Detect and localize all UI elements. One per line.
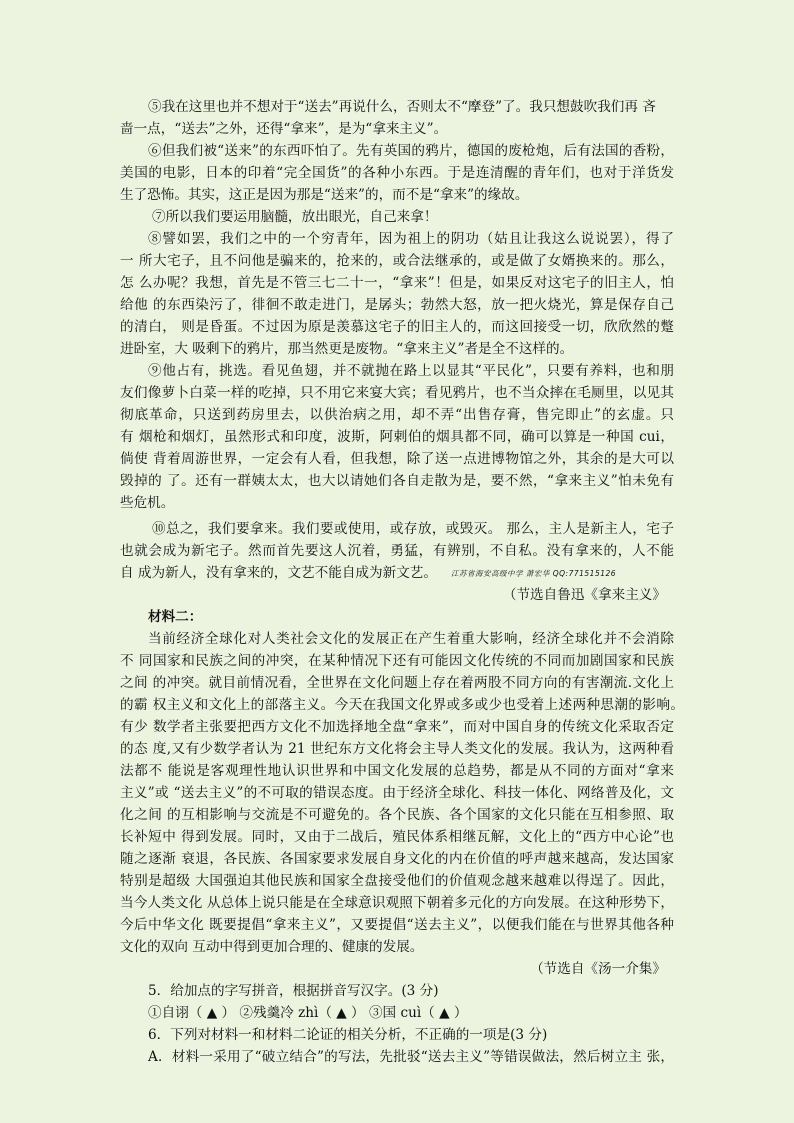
p5-line-2: 啬一点，“送去”之外，还得“拿来”，是为“拿来主义”。: [120, 121, 448, 137]
p2-line-8: 主义”或 “送去主义”的不可取的错误态度。由于经济全球化、科技一体化、网络普及化，文: [120, 785, 674, 801]
p2-line-9: 化之间 的互相影响与交流是不可避免的。各个民族、各个国家的文化只能在互相参照、取: [120, 807, 674, 823]
p9-line-2: 友们像萝卜白菜一样的吃掉，只不用它来宴大宾；看见鸦片，也不当众摔在毛厕里，以见其: [120, 385, 674, 401]
p6-line-1: ⑥但我们被“送来”的东西吓怕了。先有英国的鸦片，德国的废枪炮，后有法国的香粉，: [148, 143, 674, 159]
p9-line-6: 毁掉的 了。还有一群姨太太，也大以请她们各自走散为是，要不然，“拿来主义”怕未免有: [120, 473, 674, 489]
p2-line-6: 的态 度,又有少数学者认为 21 世纪东方文化将会主导人类文化的发展。我认为，这两种看: [120, 741, 674, 757]
question-5: 5．给加点的字写拼音，根据拼音写汉字。(3 分): [148, 983, 439, 999]
watermark-text: 江苏省海安高级中学 萧宏华 QQ:771515126: [450, 569, 617, 578]
p2-line-4: 的霸 权主义和文化上的部落主义。今天在我国文化界或多或少也受着上述两种思潮的影响。: [120, 697, 684, 713]
p2-line-14: 今后中华文化 既要提倡“拿来主义”，又要提倡“送去主义”，以便我们能在与世界其他各种: [120, 917, 674, 933]
p5-line-1: ⑤我在这里也并不想对于“送去”再说什么，否则太不“摩登”了。我只想鼓吹我们再 吝: [148, 99, 656, 115]
p8-line-1: ⑧譬如罢，我们之中的一个穷青年，因为祖上的阴功（姑且让我这么说说罢），得了: [148, 231, 674, 247]
p2-line-13: 当今人类文化 从总体上说只能是在全球意识观照下朝着多元化的方向发展。在这种形势下，: [120, 895, 674, 911]
question-5-items: ①自诩（ ▲ ） ②残羹冷 zhì（ ▲ ） ③国 cuì（ ▲ ）: [148, 1005, 468, 1021]
question-6-option-a: A．材料一采用了“破立结合”的写法，先批驳“送去主义”等错误做法，然后树立主 张，: [148, 1049, 674, 1065]
p2-line-2: 不 同国家和民族之间的冲突，在某种情况下还有可能因文化传统的不同而加剧国家和民族: [120, 653, 674, 669]
passage2-source: （节选自《汤一介集》: [530, 961, 666, 977]
p2-line-10: 长补短中 得到发展。同时，又由于二战后，殖民体系相继瓦解，文化上的“西方中心论”也: [120, 829, 674, 845]
p10-line-3: [120, 564, 616, 583]
p10-line-2: 也就会成为新宅子。然而首先要这人沉着，勇猛，有辨别，不自私。没有拿来的，人不能: [120, 543, 674, 559]
p8-line-3: 怎 么办呢？我想，首先是不管三七二十一，“拿来”！但是，如果反对这宅子的旧主人，怕: [120, 275, 674, 291]
passage2-title: 材料二：: [148, 609, 203, 625]
p2-line-11: 随之逐渐 衰退，各民族、各国家要求发展自身文化的内在价值的呼声越来越高，发达国家: [120, 851, 674, 867]
p2-line-3: 之间 的冲突。就目前情况看，全世界在文化问题上存在着两股不同方向的有害潮流.文化上: [120, 675, 674, 691]
passage1-source: （节选自鲁迅《拿来主义》: [502, 587, 666, 603]
p6-line-3: 生了恐怖。其实，这正是因为那是“送来”的，而不是“拿来”的缘故。: [120, 187, 529, 203]
p6-line-2: 美国的电影，日本的印着“完全国货”的各种小东西。于是连清醒的青年们，也对于洋货发: [120, 165, 674, 181]
p2-line-1: 当前经济全球化对人类社会文化的发展正在产生着重大影响，经济全球化并不会消除: [148, 631, 674, 647]
p2-line-5: 有少 数学者主张要把西方文化不加选择地全盘“拿来”，而对中国自身的传统文化采取否定: [120, 719, 674, 735]
p2-line-15: 文化的双向 互动中得到更加合理的、健康的发展。: [120, 939, 424, 955]
p10-line-1: ⑩总之，我们要拿来。我们要或使用，或存放，或毁灭。 那么，主人是新主人，宅子: [152, 521, 674, 537]
p2-line-7: 法都不 能说是客观理性地认识世界和中国文化发展的总趋势，都是从不同的方面对“拿来: [120, 763, 674, 779]
p9-line-5: 倘使 背着周游世界，一定会有人看，但我想，除了送一点进博物馆之外，其余的是大可以: [120, 451, 674, 467]
p2-line-12: 特别是超级 大国强迫其他民族和国家全盘接受他们的价值观念越来越难以得逞了。因此，: [120, 873, 674, 889]
p7-line-1: ⑦所以我们要运用脑髓，放出眼光，自己来拿！: [152, 209, 438, 225]
p8-line-4: 给他 的东西染污了，徘徊不敢走进门，是孱头；勃然大怒，放一把火烧光，算是保存自己: [120, 297, 674, 313]
p10-line-3-text: 自 成为新人，没有拿来的，文艺不能自成为新文艺。: [120, 565, 437, 581]
p8-line-5: 的清白， 则是昏蛋。不过因为原是羡慕这宅子的旧主人的，而这回接受一切，欣欣然的蹩: [120, 319, 674, 335]
p9-line-7: 些危机。: [120, 495, 175, 511]
p9-line-1: ⑨他占有，挑选。看见鱼翅，并不就抛在路上以显其“平民化”，只要有养料，也和朋: [148, 363, 674, 379]
p8-line-2: 一 所大宅子，且不问他是骗来的，抢来的，或合法继承的，或是做了女婿换来的。那么，: [120, 253, 674, 269]
p9-line-3: 彻底革命，只送到药房里去，以供治病之用，却不弄“出售存膏，售完即止”的玄虚。只: [120, 407, 674, 423]
p8-line-6: 进卧室，大 吸剩下的鸦片，那当然更是废物。“拿来主义”者是全不这样的。: [120, 341, 574, 357]
p9-line-4: 有 烟枪和烟灯，虽然形式和印度，波斯，阿剌伯的烟具都不同，确可以算是一种国 cui，: [120, 429, 674, 445]
question-6: 6．下列对材料一和材料二论证的相关分析，不正确的一项是(3 分): [148, 1027, 548, 1043]
